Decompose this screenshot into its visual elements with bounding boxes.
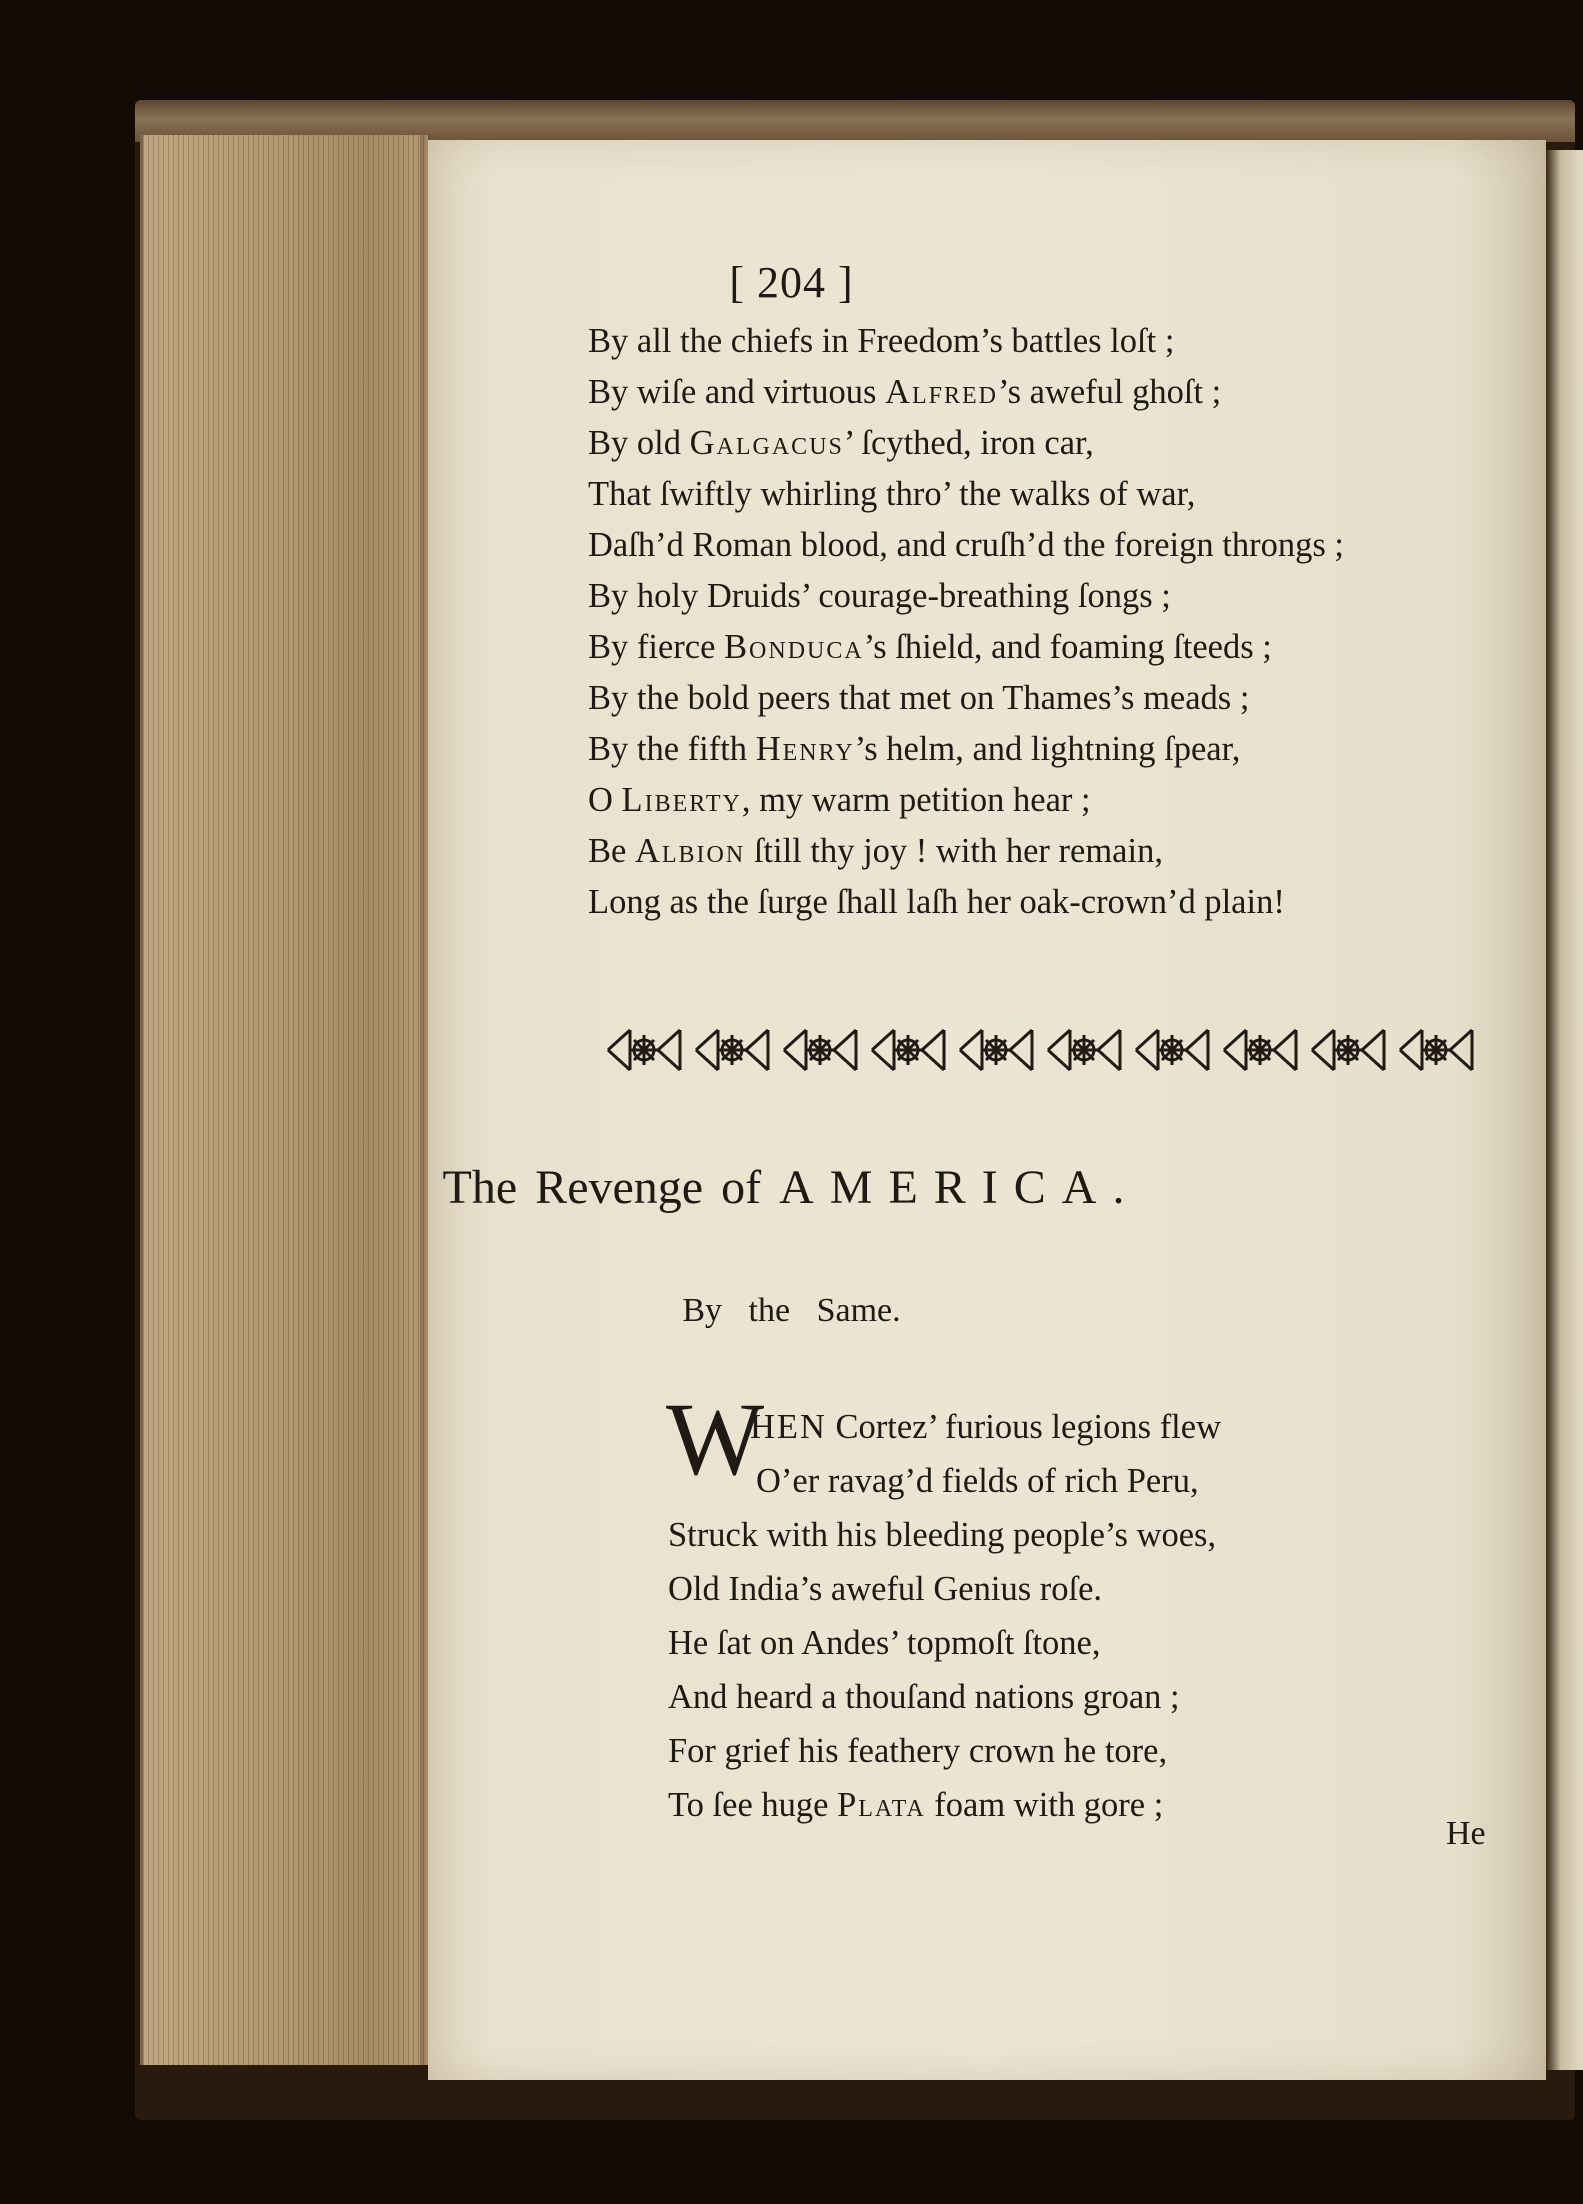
- page-number: [ 204 ]: [729, 258, 854, 307]
- stanza-line: [588, 367, 1344, 418]
- stanza-block: [588, 316, 1344, 928]
- small-caps-name: Plata: [837, 1786, 926, 1824]
- small-caps-name: Bonduca: [724, 628, 864, 666]
- small-caps-name: HEN: [750, 1408, 827, 1446]
- line-text: Be: [588, 832, 635, 870]
- poem-line: [668, 1562, 1221, 1616]
- stanza-line: [588, 316, 1344, 367]
- poem-line: [668, 1724, 1221, 1778]
- small-caps-name: Alfred: [885, 373, 998, 411]
- small-caps-name: Henry: [755, 730, 855, 768]
- line-text: ’s aweful ghoſt ;: [998, 373, 1222, 411]
- poem-line: [668, 1508, 1221, 1562]
- line-text: By the bold peers that met on Thames’s meads ;: [588, 679, 1250, 717]
- line-text: By wiſe and virtuous: [588, 373, 886, 411]
- line-text: ’ ſcythed, iron car,: [843, 424, 1094, 462]
- page-block-edge: [140, 135, 428, 2065]
- line-text: ſtill thy joy ! with her remain,: [745, 832, 1163, 870]
- line-text: ’s helm, and lightning ſpear,: [854, 730, 1241, 768]
- byline: By the Same.: [682, 1292, 901, 1329]
- poem-line: [668, 1778, 1221, 1832]
- small-caps-name: Albion: [634, 832, 746, 870]
- facing-page-edge: [1546, 150, 1583, 2070]
- line-text: By all the chiefs in Freedom’s battles loſt ;: [588, 322, 1175, 360]
- line-text: Old India’s aweful Genius roſe.: [668, 1570, 1103, 1608]
- line-text: By fierce: [588, 628, 725, 666]
- line-text: By the fifth: [588, 730, 756, 768]
- line-text: , my warm petition hear ;: [741, 781, 1091, 819]
- line-text: And heard a thouſand nations groan ;: [668, 1678, 1180, 1716]
- line-text: To ſee huge: [668, 1786, 838, 1824]
- line-text: Cortez’ furious legions flew: [826, 1408, 1221, 1446]
- poem-title-caps: AMERICA.: [779, 1161, 1141, 1214]
- line-text: That ſwiftly whirling thro’ the walks of war,: [588, 475, 1196, 513]
- line-text: O’er ravag’d fields of rich Peru,: [756, 1462, 1199, 1500]
- line-text: For grief his feathery crown he tore,: [668, 1732, 1168, 1770]
- stanza-line: [588, 826, 1344, 877]
- line-text: O: [588, 781, 622, 819]
- line-text: Long as the ſurge ſhall laſh her oak-crown’d plain!: [588, 883, 1285, 921]
- poem-line: [668, 1400, 1221, 1454]
- line-text: He ſat on Andes’ topmoſt ſtone,: [668, 1624, 1101, 1662]
- poem-line: [668, 1616, 1221, 1670]
- decorative-ornament-band: [600, 1015, 1480, 1085]
- stanza-line: [588, 418, 1344, 469]
- small-caps-name: Liberty: [621, 781, 742, 819]
- stanza-line: [588, 724, 1344, 775]
- stanza-line: [588, 877, 1344, 928]
- stanza-line: [588, 520, 1344, 571]
- poem-line: [668, 1454, 1221, 1508]
- stanza-line: [588, 622, 1344, 673]
- line-text: By old: [588, 424, 690, 462]
- drop-cap: W: [666, 1382, 765, 1497]
- line-text: foam with gore ;: [925, 1786, 1164, 1824]
- line-text: By holy Druids’ courage-breathing ſongs ;: [588, 577, 1171, 615]
- line-text: Daſh’d Roman blood, and cruſh’d the foreign throngs ;: [588, 526, 1344, 564]
- stanza-line: [588, 571, 1344, 622]
- poem-title: [0, 1160, 1583, 1215]
- stanza-line: [588, 775, 1344, 826]
- stanza-line: [588, 469, 1344, 520]
- line-text: Struck with his bleeding people’s woes,: [668, 1516, 1217, 1554]
- line-text: ’s ſhield, and foaming ſteeds ;: [863, 628, 1272, 666]
- poem-block: [668, 1400, 1221, 1832]
- poem-line: [668, 1670, 1221, 1724]
- stanza-line: [588, 673, 1344, 724]
- catchword: He: [1446, 1815, 1486, 1852]
- small-caps-name: Galgacus: [689, 424, 844, 462]
- poem-title-lead: The Revenge of: [442, 1161, 762, 1214]
